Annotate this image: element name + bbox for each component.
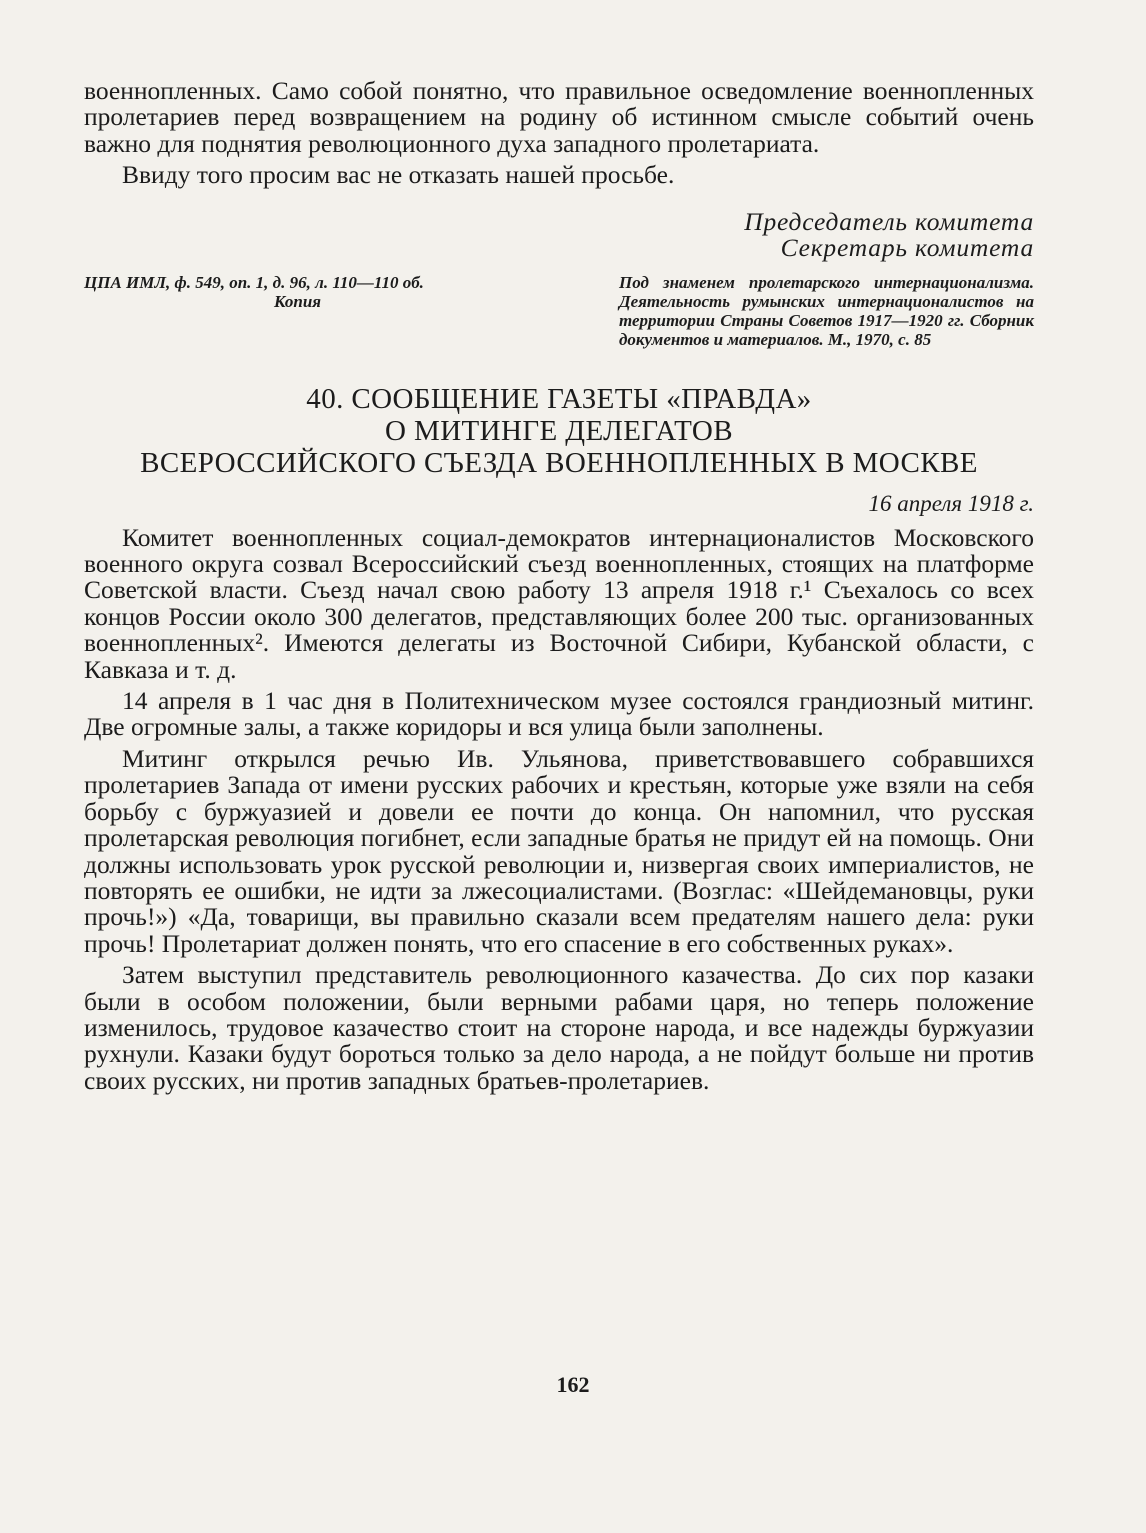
body-paragraph: Комитет военнопленных социал-демократов интернационалистов Московского военного округа созвал Всероссийский съезд военнопленных, стоящих на платформе Советской власти. Съезд начал свою работу 13 апреля 1918 г.¹ Съехалось со всех концов России около 300 делегатов, представляющих более 200 тыс. организованных военнопленных². Имеются делегаты из Восточной Сибири, Кубанской области, с Кавказа и т. д. — [84, 522, 1034, 684]
source-block — [84, 273, 1034, 349]
signature-chairman: Председатель комитета — [744, 206, 1034, 236]
heading-line-3: ВСЕРОССИЙСКОГО СЪЕЗДА ВОЕННОПЛЕННЫХ В МОСКВЕ — [140, 446, 978, 479]
body-paragraph: 14 апреля в 1 час дня в Политехническом музее состоялся грандиозный митинг. Две огромные залы, а также коридоры и вся улица были заполнены. — [84, 686, 1034, 742]
copy-note: Копия — [274, 291, 322, 311]
heading-line-1: 40. СООБЩЕНИЕ ГАЗЕТЫ «ПРАВДА» — [306, 382, 812, 415]
document-heading — [84, 383, 1034, 479]
publication-reference: Под знаменем пролетарского интернационализма. Деятельность румынских интернационалистов на территории Страны Советов 1917—1920 гг. Сборник документов и материалов. М., 1970, с. 85 — [619, 272, 1034, 349]
body-paragraph: Затем выступил представитель революционного казачества. До сих пор казаки были в особом положении, были верными рабами царя, но теперь положение изменилось, трудовое казачество стоит на стороне народа, и все надежды буржуазии рухнули. Казаки будут бороться только за дело народа, а не пойдут больше ни против своих русских, ни против западных братьев-пролетариев. — [84, 960, 1034, 1095]
page-number: 162 — [556, 1372, 590, 1397]
intro-paragraph: военнопленных. Само собой понятно, что правильное осведомление военнопленных пролетариев перед возвращением на родину об истинном смысле событий очень важно для поднятия революционного духа западного пролетариата. — [84, 76, 1034, 158]
archive-citation: ЦПА ИМЛ, ф. 549, оп. 1, д. 96, л. 110—110 об. — [84, 272, 424, 292]
request-paragraph: Ввиду того просим вас не отказать нашей просьбе. — [122, 160, 675, 190]
body-paragraph: Митинг открылся речью Ив. Ульянова, приветствовавшего собравшихся пролетариев Запада от имени русских рабочих и крестьян, которые уже взяли на себя борьбу с буржуазией и довели ее почти до конца. Он напомнил, что русская пролетарская революция погибнет, если западные братья не придут ей на помощь. Они должны использовать урок русской революции и, низвергая своих империалистов, не повторять ее ошибки, не идти за лжесоциалистами. (Возглас: «Шейдемановцы, руки прочь!») «Да, товарищи, вы правильно сказали всем предателям нашего дела: руки прочь! Пролетариат должен понять, что его спасение в его собственных руках». — [84, 743, 1034, 958]
page — [84, 78, 1034, 1094]
document-date: 16 апреля 1918 г. — [868, 490, 1034, 516]
archive-reference — [84, 273, 524, 349]
heading-line-2: О МИТИНГЕ ДЕЛЕГАТОВ — [385, 414, 733, 447]
signature-secretary: Секретарь комитета — [780, 232, 1034, 262]
